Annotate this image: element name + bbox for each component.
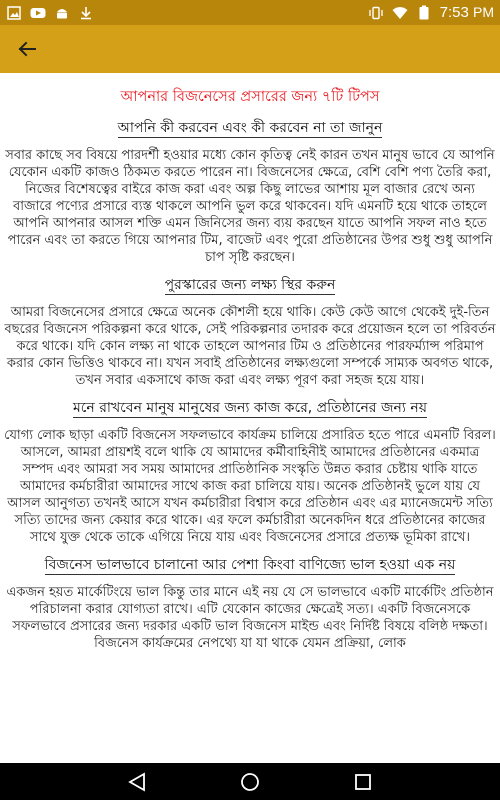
section-heading (4, 276, 496, 294)
back-button[interactable] (12, 34, 42, 64)
section-paragraph: আমরা বিজনেসের প্রসারে ক্ষেত্রে অনেক কৌশলী হয়ে থাকি। কেউ কেউ আগে থেকেই দুই-তিন বছরের বিজনেস পরিকল্পনা করে থাকে, সেই পরিকল্পনার তদারক করে প্রয়োজন হলে তা পরিবর্তন করে থাকে। যদি কোন লক্ষ্য না থাকে তাহলে আপনার টিম ও প্রতিষ্ঠানের পারফর্ম্যান্স পরিমাপ করার কোন ভিত্তিও থাকবে না। যখন সবাই প্রতিষ্ঠানের লক্ষ্যগুলো সম্পর্কে সাম্যক অবগত থাকে, তখন সবার একসাথে কাজ করা এবং লক্ষ্য পূরণ করা সহজ হয়ে যায়। (4, 305, 496, 388)
system-nav-bar (0, 763, 500, 800)
section-paragraph: যোগ্য লোক ছাড়া একটি বিজনেস সফলভাবে কার্যক্রম চালিয়ে প্রসারিত হতে পারে এমনটি বিরল। আসলে, আমরা প্রায়শই বলে থাকি যে আমাদের কর্মীবাহিনীই আমাদের প্রতিষ্ঠানের একমাত্র সম্পদ এবং আমরা সব সময় আমাদের প্রাতিষ্ঠানিক সংস্কৃতি উন্নত করার চেষ্টায় থাকি যাতে আমাদের কর্মচারীরা আমাদের সাথে কাজ করা চালিয়ে যায়। অনেক প্রতিষ্ঠানই ভুলে যায় যে আসল আনুগত্য তখনই আসে যখন কর্মচারীরা বিশ্বাস করে প্রতিষ্ঠান এবং এর ম্যানেজমেন্ট সত্যি সত্যি তাদের জন্য কেয়ার করে থাকে। এর ফলে কর্মচারীরা অনেকদিন ধরে প্রতিষ্ঠানের কাজের সাথে যুক্ত থেকে তাকে এগিয়ে নিয়ে যায় এবং বিজনেসের প্রসারে প্রত্যক্ষ ভূমিকা রাখে। (4, 428, 496, 545)
vibrate-icon (368, 5, 384, 21)
section-heading-text: বিজনেস ভালভাবে চালানো আর পেশা কিংবা বাণিজ্যে ভাল হওয়া এক নয় (44, 557, 456, 573)
wifi-icon (392, 5, 408, 21)
status-right-icons (368, 4, 494, 21)
app-bar (0, 25, 500, 73)
status-time (440, 4, 494, 21)
section-heading (4, 556, 496, 574)
section-heading-text: পুরস্কারের জন্য লক্ষ্য স্থির করুন (164, 277, 336, 293)
youtube-icon (30, 5, 46, 21)
section-heading (4, 399, 496, 417)
back-triangle-icon (126, 771, 148, 793)
status-time-value: 7:53 (439, 4, 469, 21)
android-icon (54, 5, 70, 21)
section-heading-text: মনে রাখবেন মানুষ মানুষের জন্য কাজ করে, প্রতিষ্ঠানের জন্য নয় (73, 400, 427, 416)
nav-recents-button[interactable] (348, 767, 378, 797)
section-paragraph: সবার কাছে সব বিষয়ে পারদর্শী হওয়ার মধ্যে কোন কৃতিত্ব নেই কারন তখন মানুষ ভাবে যে আপনি যেকোন একটি কাজও ঠিকমত করতে পারেন না। বিজনেসের ক্ষেত্রে, বেশি বেশি পণ্য তৈরি করা, নিজের বিশেষত্বের বাইরে কাজ করা এবং অল্প কিছু লাভের আশায় মূল বাজার রেখে অন্য বাজারে পণ্যের প্রসারে ব্যস্ত থাকলে আপনি ভুল করে থাকবেন। যদি এমনটি হয়ে থাকে তাহলে আপনি আপনার আসল শক্তি এমন জিনিসের জন্য ব্যয় করছেন যাতে আপনি সফল নাও হতে পারেন এবং তা করতে গিয়ে আপনার টিম, বাজেট এবং পুরো প্রতিষ্ঠানের উপর শুধু শুধু আপনি চাপ সৃষ্টি করছেন। (5, 148, 495, 265)
section-heading-text: আপনি কী করবেন এবং কী করবেন না তা জানুন (117, 120, 383, 136)
recents-square-icon (352, 771, 374, 793)
article-title: আপনার বিজনেসের প্রসারের জন্য ৭টি টিপস (120, 89, 380, 105)
nav-home-button[interactable] (235, 767, 265, 797)
section-heading (4, 119, 496, 137)
home-circle-icon (239, 771, 261, 793)
image-icon (6, 5, 22, 21)
download-icon (78, 5, 94, 21)
status-time-period: PM (473, 4, 494, 20)
article-content[interactable] (0, 73, 500, 763)
arrow-left-icon (17, 39, 37, 59)
nav-back-button[interactable] (122, 767, 152, 797)
battery-icon (416, 5, 432, 21)
status-bar (0, 0, 500, 25)
status-left-icons (6, 5, 94, 21)
section-paragraph: একজন হয়ত মার্কেটিংয়ে ভাল কিন্তু তার মানে এই নয় যে সে ভালভাবে একটি মার্কেটিং প্রতিষ্ঠান পরিচালনা করার যোগ্যতা রাখে। এটি যেকোন কাজের ক্ষেত্রেই সত্য। একটি বিজনেসকে সফলভাবে প্রসারের জন্য দরকার একটি ভাল বিজনেস মাইন্ড এবং নির্দিষ্ট বিষয়ে বলিষ্ঠ দক্ষতা। বিজনেস কার্যক্রমের নেপথ্যে যা যা থাকে যেমন প্রক্রিয়া, লোক (6, 585, 494, 651)
